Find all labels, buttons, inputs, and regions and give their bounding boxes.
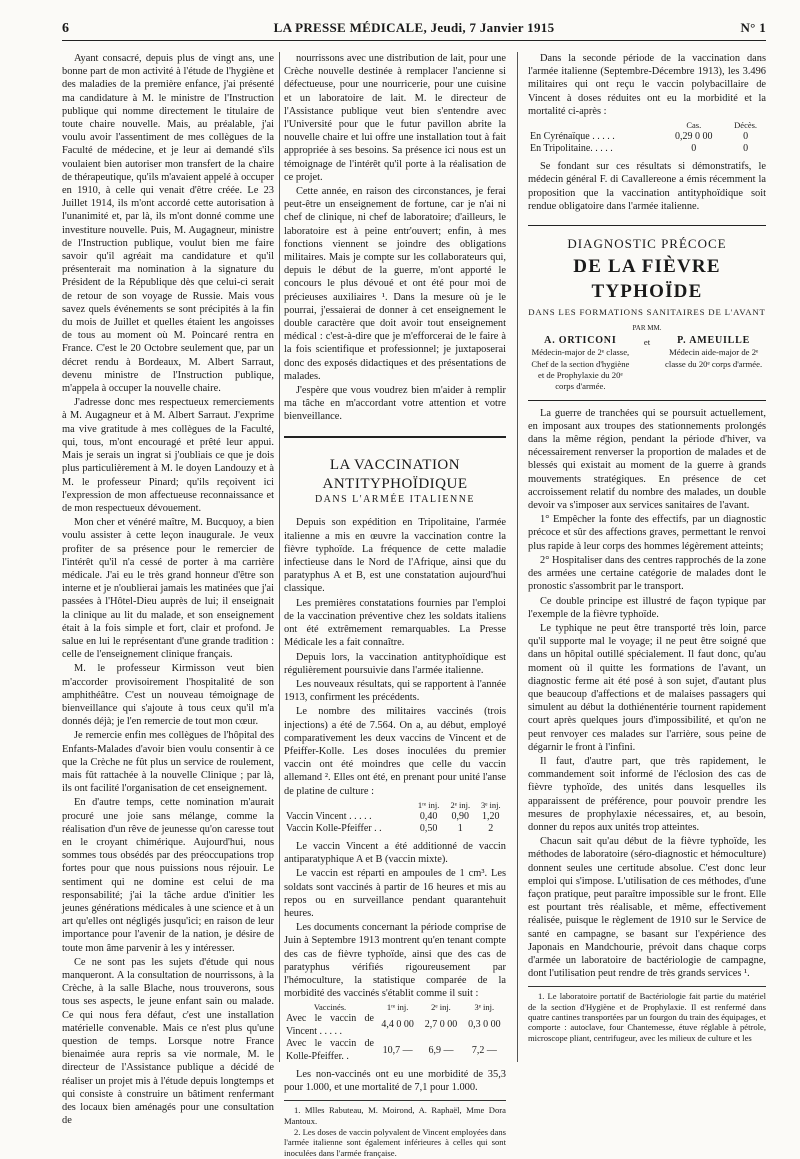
table-cell: 0: [691, 143, 697, 155]
table-cell: 7,2 —: [471, 1044, 497, 1056]
paragraph: Ce ne sont pas les sujets d'étude qui nous manqueront. A la consultation de nourrissons, à la Crèche, à la salle Blache, nous trouverons, sous tous ses aspects, le jeune enfant sain ou malade. Ce qui nous fera défaut, c'est une installation matérielle convenable. Mais ce n'est plus qu'une question de temps. Lorsque notre France bienaimée aura repris sa vie normale, M. le directeur de l'Assistance publique a décidé de réaliser un projet mis à l'étude depuis longtemps et qui consiste à construire un bâtiment renfermant des locaux bien aménagés pour une consultation de: [62, 956, 274, 1127]
byline-par: PAR MM.: [632, 323, 662, 332]
page-header: [62, 18, 766, 41]
table-cell: 0: [743, 143, 749, 155]
author-1: [528, 335, 633, 392]
author-name: P. AMEUILLE: [677, 334, 751, 346]
paragraph: M. le professeur Kirmisson veut bien m'accorder provisoirement l'hospitalité de son amphithéâtre. C'est un nouveau témoignage de bienveillance qui s'ajoute à tous ceux qu'il m'a donnés déjà; je l'en remercie de tout mon cœur.: [62, 663, 274, 728]
issue-number: N° 1: [740, 20, 766, 35]
cases-table: [528, 120, 766, 156]
footnote: 1. Le laboratoire portatif de Bactériologie fait partie du matériel de la section d'Hygiène et de Prophylaxie. Il est renfermé dans quatre cantines transportées par un fourgon du train des équipages, et comporte : autoclave, four Chantemesse, étuve réglable à pétrole, microscope pliant, centrifugeur, avec les milieux de culture et les: [528, 991, 766, 1043]
table-row: [284, 1038, 506, 1063]
article-subtitle: DANS L'ARMÉE ITALIENNE: [314, 493, 476, 505]
paragraph: Dans la seconde période de la vaccination dans l'armée italienne (Septembre-Décembre 1913), les 3.496 militaires qui ont reçu le vaccin polybacillaire de Vincent à doses réduites ont eu la morbidité et la mortalité ci-après :: [528, 53, 766, 117]
author-name: A. ORTICONI: [544, 334, 617, 346]
paragraph: nourrissons avec une distribution de lait, pour une Crèche nouvelle destinée à remplacer l'ancienne si défectueuse, pour une nourricerie, pour une cuisine et un laboratoire de lait. M. le directeur de l'Assistance publique veut bien s'entendre avec l'Université pour que le futur pavillon abrite la nouvelle chaire et lui offre une installation tout à fait appropriée à ses besoins. Sa présence ici nous est un témoignage de l'intérêt qu'il porte à la réalisation de ce projet.: [284, 53, 506, 183]
row-label: Vaccin Kolle-Pfeiffer . .: [286, 823, 382, 835]
row-label: Vaccin Vincent . . . . .: [286, 810, 372, 822]
row-label: En Cyrénaïque . . . . .: [530, 130, 615, 142]
paragraph: Il faut, d'autre part, que très rapidement, le commandement soit informé de l'éclosion des cas de fièvre typhoïde, des unités dans lesquelles ils apparaissent de préférence, pour pouvoir prendre les mesures de prophylaxie nécessaires, et, au besoin, donner du repos aux unités trop atteintes.: [528, 755, 766, 833]
column-2: [284, 52, 506, 1159]
article-header: [528, 225, 766, 401]
author-role: Médecin-major de 2ᵉ classe, Chef de la section d'hygiène et de Prophylaxie du 20ᵉ corps d'armée.: [531, 347, 630, 391]
table-cell: 0,50: [419, 823, 438, 835]
paragraph: Le vaccin est réparti en ampoules de 1 cm³. Les soldats sont vaccinés à partir de 16 heures et mis au repos ou en surveillance pendant quarantehuit heures.: [284, 868, 506, 919]
paragraph: Se fondant sur ces résultats si démonstratifs, le médecin général F. di Cavallereone a émis récemment la proposition que la vaccination antityphoïdique soit rendue obligatoire dans l'armée italienne.: [528, 161, 766, 212]
paragraph: 2° Hospitaliser dans des centres rapprochés de la zone des armées une certaine catégorie de malades dont le pronostic s'assombrit par le transport.: [528, 554, 766, 593]
paragraph: J'espère que vous voudrez bien m'aider à remplir ma tâche en m'accordant votre attention et votre bienveillance.: [284, 385, 506, 423]
table-cell: 1: [457, 823, 463, 835]
table-row: [528, 143, 766, 156]
table-header: Vaccinés.: [313, 1002, 347, 1013]
article2-title-line1: DIAGNOSTIC PRÉCOCE: [567, 235, 727, 251]
table-header: 1ʳᵉ inj.: [386, 1002, 409, 1013]
morbidity-table: [284, 1002, 506, 1064]
table-header: 1ʳᵉ inj.: [417, 799, 440, 810]
table-cell: 0,3 0 00: [468, 1019, 501, 1031]
author-conjunction: et: [643, 336, 651, 347]
paragraph: J'adresse donc mes respectueux remerciements à M. Augagneur et à M. Albert Sarraut. J'exprime ma vive gratitude à mes collègues de la Faculté, qui, tous, m'ont encouragé et prêté leur appui. Mais je serais un ingrat si j'oubliais ce que je dois plus particulièrement à M. le doyen Landouzy et à M. le professeur Pinard; qu'ils reçoivent ici l'expression de mon affectueuse reconnaissance et de mon respectueux dévouement.: [62, 397, 274, 514]
table-cell: 1,20: [482, 810, 500, 822]
authors: [528, 335, 766, 392]
column-divider: [517, 52, 518, 1062]
paragraph: Les non-vaccinés ont eu une morbidité de 35,3 pour 1.000, et une mortalité de 7,1 pour 1.000.: [284, 1068, 506, 1094]
paragraph: 1° Empêcher la fonte des effectifs, par un diagnostic précoce et sûr des affections graves, permettant le renvoi plus rapide à leur corps des hommes légèrement atteints;: [528, 514, 766, 552]
table-cell: 4,4 0 00: [381, 1019, 414, 1031]
table-row: [528, 131, 766, 144]
row-label: En Tripolitaine. . . . .: [530, 143, 613, 155]
column-divider: [279, 52, 280, 1062]
section-rule: [284, 436, 506, 438]
author-role: Médecin aide-major de 2ᵉ classe du 20ᵉ corps d'armée.: [665, 347, 763, 369]
paragraph: Mon cher et vénéré maître, M. Bucquoy, a bien voulu assister à cette leçon inaugurale. Je veux profiter de sa présence pour le remercier de l'intérêt qu'il n'a cessé de porter à ma carrière médicale. J'ai eu le très grand honneur d'être son interne et je n'oublierai jamais les matinées que j'ai passées à l'Hôtel-Dieu auprès de lui; il enseignait la clinique au lit du malade, et son enseignement était à la fois simple et fort, clair et profond. Je salue en lui le représentant d'une grande tradition : celle de l'enseignement clinique français.: [62, 517, 274, 661]
paragraph: Depuis son expédition en Tripolitaine, l'armée italienne a mis en œuvre la vaccination contre la fièvre typhoïde. La fréquence de cette maladie infectieuse dans le Nord de l'Afrique, ainsi que du paratyphus A et B, est une constatation aujourd'hui classique.: [284, 517, 506, 595]
author-2: [661, 335, 766, 392]
paragraph: Ce double principe est illustré de façon typique par l'exemple de la fièvre typhoïde.: [528, 595, 766, 620]
article2-title-line3: DANS LES FORMATIONS SANITAIRES DE L'AVANT: [528, 306, 766, 317]
table-cell: 0,29 0 00: [675, 130, 713, 142]
table-header: 3ᵉ inj.: [474, 1002, 495, 1013]
dose-table: [284, 800, 506, 836]
table-cell: 10,7 —: [382, 1044, 413, 1056]
paragraph: Les premières constatations fournies par l'emploi de la vaccination préventive chez les soldats italiens ont été extrêmement remarquables. La Presse Médicale les a fait connaître.: [284, 597, 506, 649]
row-label: Avec le vaccin de Kolle-Pfeiffer. .: [286, 1038, 374, 1063]
table-header: 3ᵉ inj.: [480, 799, 501, 810]
table-header: 2ᵉ inj.: [450, 799, 471, 810]
paragraph: Le vaccin Vincent a été additionné de vaccin antiparatyphique A et B (vaccin mixte).: [284, 840, 506, 866]
paragraph: Je remercie enfin mes collègues de l'hôpital des Enfants-Malades d'avoir bien voulu consentir à ce que la Crèche ne fût plus un service de roulement, mais fût rattachée à la nouvelle Clinique ; par là, ils ont facilité l'organisation de cet enseignement.: [62, 730, 274, 795]
paragraph: Le nombre des militaires vaccinés (trois injections) a été de 7.564. On a, au début, employé comparativement les deux vaccins de Vincent et de Pfeiffer-Kolle. Les doses inoculées du premier vaccin ont été moindres que celle du vaccin allemand ². Elles ont été, en prenant pour unité l'anse de platine de culture :: [284, 706, 506, 797]
paragraph: Les nouveaux résultats, qui se rapportent à l'année 1913, confirment les précédents.: [284, 678, 506, 704]
column-1: [62, 52, 274, 1128]
table-header: Décès.: [734, 120, 758, 131]
footnote-rule: [528, 986, 766, 987]
paragraph: Les documents concernant la période comprise de Juin à Septembre 1913 montrent qu'en tenant compte des cas de fièvre typhoïde, ainsi que des cas de paratyphus vérifiés rigoureusement par l'hémoculture, la statistique comparée de la morbidité des vaccinés s'établit comme il suit :: [284, 922, 506, 1000]
paragraph: En d'autre temps, cette nomination m'aurait procuré une joie sans mélange, comme la réalisation d'un rêve de jeunesse qu'on caresse tout en le croyant chimérique. Aujourd'hui, nous sommes tous obsédés par des préoccupations trop fortes pour que nous puissions nous réjouir. Le sentiment qui ne domine est celui de ma responsabilité; j'ai la tâche ardue d'initier les jeunes générations médicales à une science et à un art qu'elles ont négligés jusqu'ici; en raison de leur importance pour l'avenir de la nation, je désire de toute mon âme parvenir à les y intéresser.: [62, 797, 274, 954]
column-3: [528, 52, 766, 1044]
paragraph: La guerre de tranchées qui se poursuit actuellement, en imposant aux troupes des stationnements prolongés dans la même région, pendant la période d'hiver, va nécessairement renverser la proportion de malades et de blessés qui existait au moment de la guerre à grands mouvements stratégiques. En présence de cet accroissement relatif du nombre des malades, un double devoir va s'imposer aux services sanitaires de l'avant.: [528, 407, 766, 512]
article-title: LA VACCINATION ANTITYPHOÏDIQUE: [322, 456, 468, 492]
table-header: [528, 120, 662, 131]
paragraph: Ayant consacré, depuis plus de vingt ans, une bonne part de mon activité à l'étude de l'hygiène et des maladies de la première enfance, j'ai présenté ma candidature à M. le ministre de l'Instruction publique qui nomme directement le titulaire de toute chaire nouvelle. Mais, au préalable, j'ai voulu avoir l'assentiment de mes collègues de la Faculté de médecine, et je leur ai demandé s'ils voulaient bien autoriser mon transfert de la chaire de thérapeutique, qu'ils m'avaient appelé à occuper en 1910, à celle qui venait d'être créée. Le 23 Juillet 1914, ils m'ont accordé cette autorisation à l'unanimité et, par là, ils m'ont donné comme une investiture nouvelle. Puis, M. Augagneur, ministre de l'Instruction publique, voulut bien me faire savoir qu'il agréait ma candidature et qu'il présenterait ma nomination à la signature du Président de la République dès que celui-ci serait de retour de son voyage de Russie. Mais vous savez quels événements se sont précipités à la fin du mois de Juillet et quelles étaient les angoisses de tous au moment où M. Poincaré rentra en France. C'est le 20 Octobre seulement que, par un décret rendu à Bordeaux, M. Albert Sarraut, devenu ministre de l'Instruction publique, m'appela à occuper la nouvelle chaire.: [62, 53, 274, 395]
table-header: Cas.: [686, 120, 702, 131]
table-header: 2ᵉ inj.: [431, 1002, 451, 1013]
table-row: [284, 1013, 506, 1038]
table-cell: 2: [488, 823, 494, 835]
table-row: [284, 811, 506, 824]
journal-title: LA PRESSE MÉDICALE, Jeudi, 7 Janvier 1915: [273, 20, 555, 35]
table-row: [284, 823, 506, 836]
paragraph: Cette année, en raison des circonstances, je ferai peut-être un enseignement de fortune, car je n'ai ni chef de clinique, ni chef de laboratoire; d'ailleurs, le laboratoire est à peine entr'ouvert; enfin, à mes fonctions viennent se joindre des obligations militaires. Mais je compte sur les collaborateurs qui, depuis le début de la guerre, m'ont apporté le concours le plus dévoué et ont été pour moi de précieuses auxiliaires ¹. Dans la mesure où je le pourrai, j'essaierai de donner à cet enseignement le double caractère que doit avoir tout enseignement médical : c'est-à-dire que je m'efforcerai de le faire à la fois scientifique et professionnel; je juxtaposerai donc des exposés didactiques et des présentations de malades.: [284, 186, 506, 382]
row-label: Avec le vaccin de Vincent . . . . .: [286, 1013, 374, 1037]
footnote: 1. Mlles Rabuteau, M. Moirond, A. Raphaël, Mme Dora Mantoux.: [284, 1105, 506, 1126]
table-cell: 0: [743, 130, 749, 142]
table-cell: 6,9 —: [428, 1044, 454, 1056]
footnote: 2. Les doses de vaccin polyvalent de Vincent employées dans l'armée italienne sont également inférieures à celles qui sont inoculées dans l'armée française.: [284, 1126, 506, 1158]
paragraph: Le typhique ne peut être transporté très loin, parce qu'il supporte mal le voyage; il ne peut être soigné que dans un hôpital outillé spécialement. Il faut donc, qu'au moment où il quitte les formations de l'avant, un diagnostic ferme ait été posé à son sujet, d'autant plus que beaucoup d'affections et de malaises passagers qui simulent au début la dothiénentérie tournent rapidement court après quelques jours d'impossibilité, et qu'on ne peut renvoyer ces malades sur l'arrière, sous peine de dégarnir le front à l'infini.: [528, 622, 766, 753]
table-cell: 2,7 0 00: [424, 1019, 458, 1031]
page-number: 6: [62, 21, 70, 36]
footnote-rule: [284, 1100, 506, 1101]
paragraph: Chacun sait qu'au début de la fièvre typhoïde, les méthodes de laboratoire (séro-diagnostic et hémoculture) donnent seules une certitude absolue. C'est donc leur emploi qui s'impose. L'utilisation de ces méthodes, d'une façon pratique, peut paraître impossible sur le front. Elle est pourtant très réalisable, et même, effectivement réalisée, puisque le règlement de 1910 sur le Service de santé en campagne, se basant sur l'expérience des Japonais en Mandchourie, prévoit dans chaque corps d'armée un laboratoire de bactériologie de campagne, dont l'utilisation peut rendre de très grands services ¹.: [528, 836, 766, 980]
table-cell: 0,40: [419, 810, 438, 822]
table-cell: 0,90: [451, 810, 470, 822]
article2-title-line2: DE LA FIÈVRE TYPHOÏDE: [573, 256, 721, 302]
paragraph: Depuis lors, la vaccination antityphoïdique est régulièrement poursuivie dans l'armée italienne.: [284, 651, 506, 676]
